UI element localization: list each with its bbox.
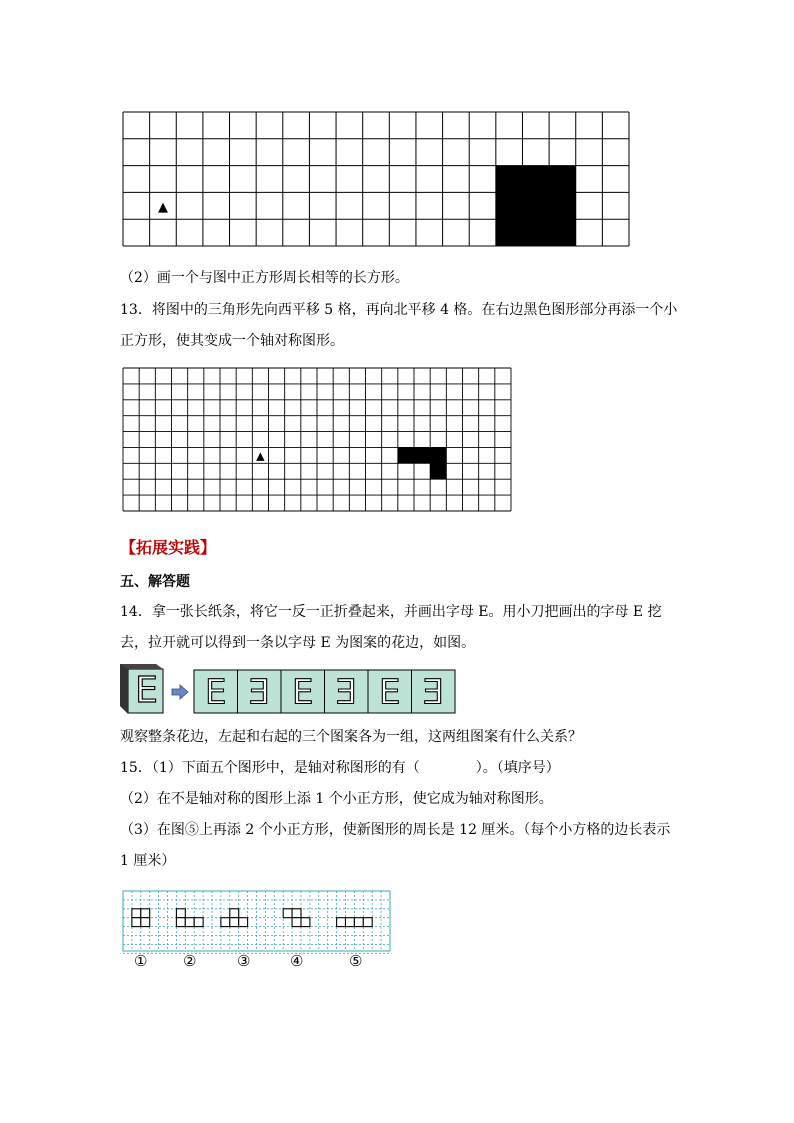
shape-4-cell bbox=[292, 918, 301, 927]
shape-1-cell bbox=[141, 918, 150, 927]
arrow-right-icon bbox=[172, 685, 188, 699]
q15-dotted-grid bbox=[123, 891, 390, 951]
shape-1-cell bbox=[132, 918, 141, 927]
black-cell bbox=[414, 447, 430, 463]
shape-2-cell bbox=[185, 918, 194, 927]
q15-text-line2: （2）在不是轴对称的图形上添 1 个小正方形，使它成为轴对称图形。 bbox=[120, 791, 553, 807]
figure-label-5: ⑤ bbox=[349, 952, 363, 970]
q14-question: 观察整条花边，左起和右起的三个图案各为一组，这两组图案有什么关系？ bbox=[120, 729, 582, 745]
q13-text-line2: 正方形，使其变成一个轴对称图形。 bbox=[120, 333, 344, 349]
strip-letter: Ǝ bbox=[248, 672, 270, 713]
strip-letter: E bbox=[379, 672, 401, 713]
strip-letter: E bbox=[292, 672, 314, 713]
shape-2-cell bbox=[176, 909, 185, 918]
strip-letter: E bbox=[205, 672, 227, 713]
triangle-icon: ▲ bbox=[256, 449, 265, 463]
q14-text-line1: 14．拿一张长纸条，将它一反一正折叠起来，并画出字母 E。用小刀把画出的字母 E 挖 bbox=[120, 604, 662, 620]
figure-label-1: ① bbox=[134, 952, 148, 970]
q12-grid bbox=[123, 112, 629, 246]
shape-3-cell bbox=[221, 918, 230, 927]
shape-4-cell bbox=[283, 909, 292, 918]
shape-5-cell bbox=[354, 918, 363, 927]
q15-text-line4: 1 厘米） bbox=[120, 853, 176, 869]
folded-block-letter: E bbox=[135, 670, 158, 711]
shape-4-cell bbox=[292, 909, 301, 918]
q15-text-line1: 15．（1）下面五个图形中，是轴对称图形的有（ ）。（填序号） bbox=[120, 760, 560, 776]
q15-text-line3: （3）在图⑤上再添 2 个小正方形，使新图形的周长是 12 厘米。（每个小方格的边长表示 bbox=[120, 822, 671, 838]
triangle-icon: ▲ bbox=[157, 199, 168, 215]
shape-2-cell bbox=[176, 918, 185, 927]
figure-label-4: ④ bbox=[290, 952, 304, 970]
shape-3-cell bbox=[230, 909, 239, 918]
black-square bbox=[496, 166, 576, 246]
shape-1-cell bbox=[132, 909, 141, 918]
figure-label-3: ③ bbox=[237, 952, 251, 970]
shape-4-cell bbox=[301, 918, 310, 927]
black-cell bbox=[430, 463, 446, 479]
strip-letter: Ǝ bbox=[335, 672, 357, 713]
shape-1-cell bbox=[141, 909, 150, 918]
shape-5-cell bbox=[337, 918, 346, 927]
q14-strip-figure bbox=[118, 662, 454, 714]
shape-5-cell bbox=[363, 918, 372, 927]
q13-text-line1: 13．将图中的三角形先向西平移 5 格，再向北平移 4 格。在右边黑色图形部分再添一个小 bbox=[120, 302, 678, 318]
shape-3-cell bbox=[230, 918, 239, 927]
q12-part2-text: （2）画一个与图中正方形周长相等的长方形。 bbox=[120, 270, 409, 286]
black-cell bbox=[430, 447, 446, 463]
section-heading: 【拓展实践】 bbox=[120, 538, 217, 557]
q14-text-line2: 去，拉开就可以得到一条以字母 E 为图案的花边，如图。 bbox=[120, 635, 476, 651]
section-title: 五、解答题 bbox=[120, 574, 190, 590]
shape-5-cell bbox=[346, 918, 355, 927]
figure-label-2: ② bbox=[183, 952, 197, 970]
black-cell bbox=[398, 447, 414, 463]
strip-letter: Ǝ bbox=[422, 672, 444, 713]
q13-grid bbox=[123, 368, 511, 511]
shape-2-cell bbox=[194, 918, 203, 927]
shape-3-cell bbox=[239, 918, 248, 927]
